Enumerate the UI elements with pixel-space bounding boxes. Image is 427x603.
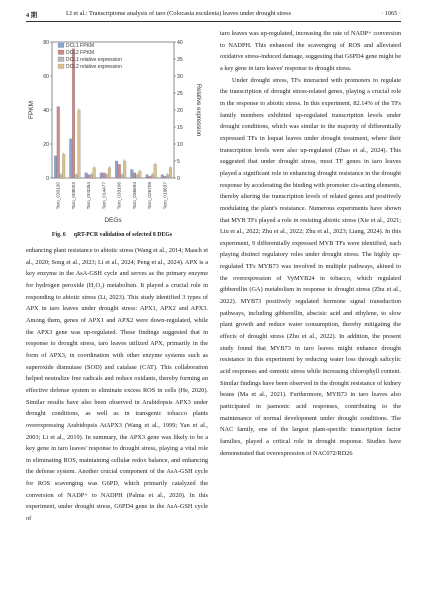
bar	[75, 175, 78, 178]
bar	[60, 175, 63, 178]
paragraph: Under drought stress, TFs interacted with promoters to regulate the transcription of drought stress-related genes, playing a crucial role in the response to abiotic stress. In this experiment, 82.14% of the TFs family members exhibited up-regulated transcription levels under drought conditions, which was similar to the majority of differentially expressed TFs in loquat leaves under drought treatment, where their transcription levels were also up-regulated (Zhao et al., 2024). This suggested that under drought stress, most TF genes in taro leaves played a significant role in enhancing drought resistance in the drought response by accelerating the binding with promoter cis-acting elements, thereby altering the transcription levels of related genes and positively modulating the plant's resistance. Numerous experiments have shown that MYB TFs played a role in resisting abiotic stress (Xie et al., 2021; Liu et al., 2022; Zhu et al., 2022; Zhu et al., 2023; Liang, 2024). In this experiment, 9 differentially expressed MYB TFs were identified, each playing distinct regulatory roles under drought stress. The highly up-regulated TFs MYB73 was involved in multiple pathways, akined to the overexpression of VyMYB24 in tobacco, which regulated gibberellin (GA) metabolism in response to drought stress (Zhu et al., 2022). MYB73 positively regulated hormone signal transduction pathways, including gibberellin, abscisic acid and ethylene, to slow plant growth and reduce water consumption, thereby mitigating the effects of drought stress (Zhu et al., 2022). In addition, the present study found that MYB73 in taro leaves might enhance drought resistance in this experiment by reducing water loss through salicylic acid responses and osmotic stress while increasing chlorophyll content. Similar findings have been observed in the drought resistance of kidney beans (Ma et al., 2021). Furthermore, MYB73 in taro leaves also participated in jasmonic acid responses, contributing to the maintenance of normal development under drought conditions. The NAC family, one of the largest plant-specific transcription factor families, played a critical role in drought response. Studies have demonstrated that overexpression of NAC072/RD26	[220, 76, 401, 457]
bar	[78, 110, 81, 178]
figure-title: qRT-PCR validation of selected 8 DEGs	[73, 232, 173, 238]
figure-chart	[24, 28, 208, 228]
page-number: · 1065 ·	[381, 10, 401, 17]
y-tick-label: 20	[43, 141, 49, 148]
bar	[57, 107, 60, 178]
bar	[133, 173, 136, 178]
qrt-pcr-chart	[24, 28, 208, 228]
y-tick-label: 0	[46, 175, 49, 182]
bar	[123, 161, 126, 178]
bar	[166, 175, 169, 178]
bar	[108, 168, 111, 178]
bar	[93, 168, 96, 178]
bar	[54, 156, 57, 178]
bar	[100, 173, 103, 178]
bar	[118, 164, 121, 178]
x-tick-label: Taro_019637	[162, 182, 168, 210]
x-tick-label: Taro_026708	[147, 182, 153, 210]
bar	[87, 175, 90, 178]
bar	[62, 154, 65, 178]
bar	[164, 176, 167, 178]
issue-label: 4 期	[26, 12, 38, 19]
paragraph: taro leaves was up-regulated, increasing the rate of NADP+ conversion to NADPH. This enhanced the scavenging of ROS and alleviated oxidative stress-induced damage, suggesting that G6PD4 gene might be a key gene in taro leaves' response to drought stress.	[220, 30, 401, 72]
x-axis-label: DEGs	[104, 217, 122, 224]
legend-label: DCL1 FPKM	[66, 43, 95, 49]
y-tick-label: 60	[43, 73, 49, 80]
x-tick-label: Taro_003354	[86, 182, 92, 210]
bar	[154, 164, 157, 178]
y-tick-label: 80	[43, 39, 49, 46]
legend-swatch	[58, 43, 64, 48]
legend-swatch	[58, 50, 64, 55]
bar	[148, 176, 151, 178]
paragraph: enhancing plant resistance to abiotic stress (Wang et al., 2014; Maach et al., 2020; Song et al., 2023; Li et al., 2024; Peng et al., 2024). APX is a key enzyme in the AsA-GSH cycle and serves as the primary enzyme for hydrogen peroxide (H₂O₂) metabolism. It played a crucial role in responding to abiotic stress (Li, 2023). This study identified 3 types of APX in taro leaves under drought stress: APX1, APX2 and APX3. Among them, genes of APX1 and APX2 were down-regulated, while the APX3 gene was up-regulated. These findings suggested that in response to drought stress, taro leaves utilized APX, primarily in the form of APX3, in coordination with other enzyme systems such as superoxide dismutase (SOD) and catalase (CAT). This collaboration helped neutralize free radicals and reduce oxidants, thereby forming an effective defense system to eliminate excess ROS in cells (He, 2020). Similar results have also been observed in Arabidopsis APX3 under drought conditions, as well as in transgenic tobacco plants overexpressing Arabidopsis AtAPX3 (Wang et al., 1999; Yan et al., 2003; Li et al., 2019). In summary, the APX3 gene was likely to be a key gene in taro leaves' response to drought stress, playing a vital role in eliminating ROS, maintaining cellular redox balance, and enhancing the defense system. Another crucial component of the AsA-GSH cycle for ROS scavenging was G6PD, which primarily catalyzed the conversion of NADP+ to NADPH (Palma et al., 2020). In this experiment, under drought stress, G6PD4 gene in the AsA-GSH cycle of	[26, 247, 208, 523]
legend-swatch	[58, 64, 64, 69]
journal-title: LI et al.: Transcriptome analysis of taro (Colocasia esculenta) leaves under drought stress	[66, 10, 292, 17]
header-rule	[26, 21, 401, 22]
bar	[139, 171, 142, 178]
y-right-tick-label: 20	[177, 107, 183, 114]
y-right-tick-label: 0	[177, 175, 180, 182]
x-tick-label: Taro_030120	[55, 182, 61, 210]
y-axis-label: FPKM	[28, 100, 35, 120]
legend-label: DCL2 FPKM	[66, 50, 95, 56]
bar	[103, 173, 106, 178]
bar	[115, 161, 118, 178]
x-tick-label: Taro_014477	[101, 182, 107, 210]
right-column	[220, 28, 401, 459]
bar	[146, 175, 149, 178]
bar	[69, 139, 72, 178]
bar	[130, 170, 133, 179]
bar	[90, 175, 93, 178]
figure-caption	[24, 232, 208, 238]
bar	[169, 168, 172, 178]
y-right-tick-label: 10	[177, 141, 183, 148]
y-right-tick-label: 35	[177, 56, 183, 63]
legend-label: DCL2 relative expression	[66, 64, 122, 70]
bar	[85, 173, 88, 178]
y-right-tick-label: 25	[177, 90, 183, 97]
y-tick-label: 40	[43, 107, 49, 114]
bar	[161, 175, 164, 178]
y-right-axis-label: Relative expression	[195, 83, 201, 137]
y-right-tick-label: 15	[177, 124, 183, 131]
bar	[136, 175, 139, 178]
x-tick-label: Taro_036694	[131, 182, 137, 210]
bar	[121, 175, 124, 178]
y-right-tick-label: 5	[177, 158, 180, 165]
x-tick-label: Taro_008003	[70, 182, 76, 210]
bar	[151, 175, 154, 178]
bar	[105, 175, 108, 178]
x-tick-label: Taro_033106	[116, 182, 122, 210]
y-right-tick-label: 30	[177, 73, 183, 80]
figure-label: Fig. 6	[51, 232, 66, 238]
legend-swatch	[58, 57, 64, 62]
left-column	[26, 245, 208, 525]
legend-label: DCL1 relative expression	[66, 57, 122, 63]
y-right-tick-label: 40	[177, 39, 183, 46]
